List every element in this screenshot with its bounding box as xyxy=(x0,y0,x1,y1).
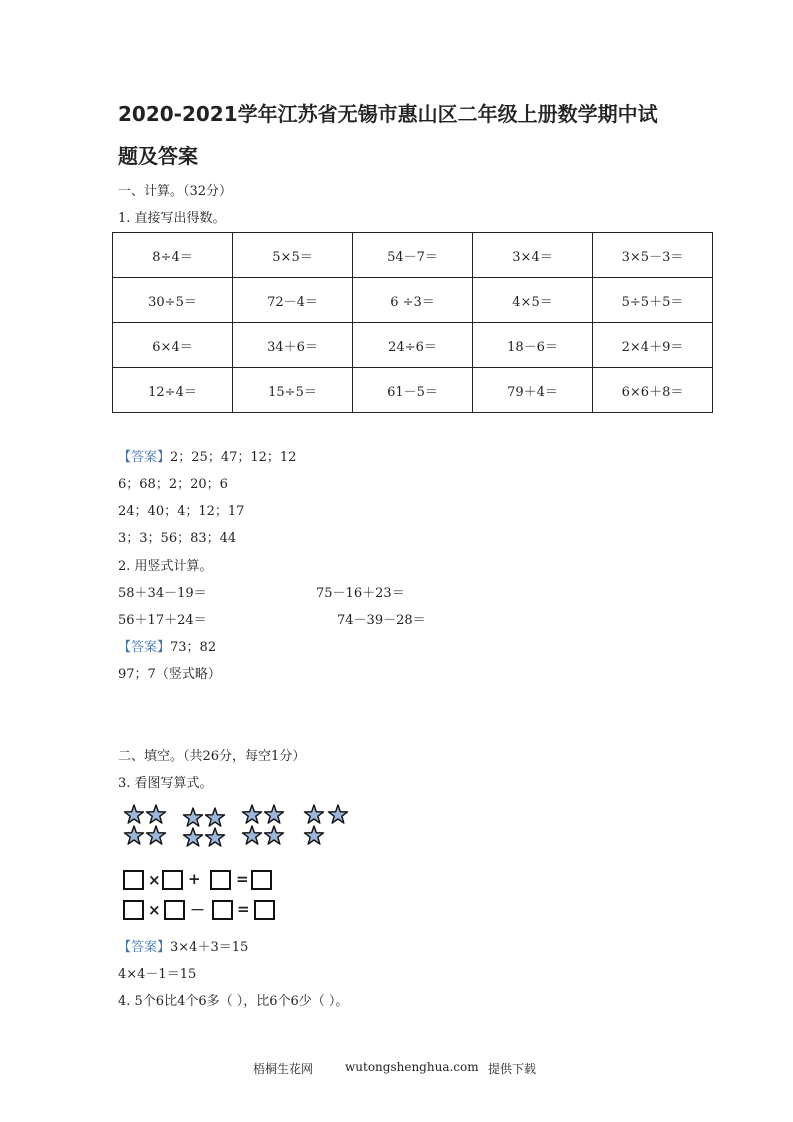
question-2: 2. 用竖式计算。 xyxy=(118,559,213,574)
q2-expression-4: 74－39－28＝ xyxy=(337,613,426,628)
calculation-table xyxy=(112,232,713,413)
answer-2-line2: 97；7（竖式略） xyxy=(118,667,221,682)
table-cell: 61－5＝ xyxy=(353,368,473,413)
operator-plus: + xyxy=(188,870,201,888)
footer-download-note: 提供下载 xyxy=(488,1062,537,1076)
star-group-2 xyxy=(183,808,224,846)
q2-expression-2: 75－16＋23＝ xyxy=(316,586,405,601)
section-heading-calc: 一、计算。（32分） xyxy=(118,184,233,199)
section-heading-fill: 二、填空。（共26分，每空1分） xyxy=(118,749,306,764)
star-icon xyxy=(242,826,261,844)
answer-box[interactable] xyxy=(162,870,183,890)
operator-minus: － xyxy=(190,901,206,919)
table-cell: 4×5＝ xyxy=(473,278,593,323)
star-icon xyxy=(205,828,224,846)
stars-figure xyxy=(118,800,358,852)
table-cell: 5÷5＋5＝ xyxy=(593,278,713,323)
table-cell: 3×5－3＝ xyxy=(593,233,713,278)
table-row xyxy=(113,278,713,323)
answer-box[interactable] xyxy=(123,870,144,890)
answer-1-line3: 24；40；4；12；17 xyxy=(118,504,245,519)
table-cell: 12÷4＝ xyxy=(113,368,233,413)
star-icon xyxy=(304,826,323,844)
table-cell: 34＋6＝ xyxy=(233,323,353,368)
answer-3-line1: 【答案】3×4＋3＝15 xyxy=(118,940,249,955)
star-icon xyxy=(264,826,283,844)
table-cell: 54－7＝ xyxy=(353,233,473,278)
answer-box[interactable] xyxy=(123,900,144,920)
table-cell: 8÷4＝ xyxy=(113,233,233,278)
answer-tag: 【答案】 xyxy=(118,450,171,465)
star-group-1 xyxy=(124,805,165,844)
table-cell: 15÷5＝ xyxy=(233,368,353,413)
star-icon xyxy=(146,805,165,823)
table-cell: 2×4＋9＝ xyxy=(593,323,713,368)
table-row xyxy=(113,368,713,413)
star-icon xyxy=(146,826,165,844)
table-cell: 6 ÷3＝ xyxy=(353,278,473,323)
table-cell: 5×5＝ xyxy=(233,233,353,278)
answer-box[interactable] xyxy=(164,900,185,920)
page-title-line1: 2020-2021学年江苏省无锡市惠山区二年级上册数学期中试 xyxy=(118,102,658,126)
answer-2-line1: 【答案】73；82 xyxy=(118,640,217,655)
answer-1-line4: 3；3；56；83；44 xyxy=(118,531,237,546)
operator-equals: = xyxy=(237,900,250,918)
answer-3-line2: 4×4－1＝15 xyxy=(118,967,197,982)
table-cell: 79＋4＝ xyxy=(473,368,593,413)
q2-expression-1: 58＋34－19＝ xyxy=(118,586,207,601)
operator-equals: = xyxy=(236,870,249,888)
star-icon xyxy=(183,828,202,846)
answer-1-line1: 【答案】2；25；47；12；12 xyxy=(118,450,297,465)
operator-times: × xyxy=(148,901,161,919)
table-cell: 30÷5＝ xyxy=(113,278,233,323)
star-icon xyxy=(205,808,224,826)
question-1: 1. 直接写出得数。 xyxy=(118,211,226,226)
star-icon xyxy=(328,805,347,823)
table-row xyxy=(113,233,713,278)
table-cell: 6×4＝ xyxy=(113,323,233,368)
answer-tag: 【答案】 xyxy=(118,640,171,655)
page-title-line2: 题及答案 xyxy=(118,144,198,168)
footer-site-name: 梧桐生花网 xyxy=(253,1062,314,1076)
answer-box[interactable] xyxy=(251,870,272,890)
answer-box[interactable] xyxy=(254,900,275,920)
star-group-4 xyxy=(304,805,347,844)
answer-1-line2: 6；68；2；20；6 xyxy=(118,477,228,492)
table-row xyxy=(113,323,713,368)
table-cell: 6×6＋8＝ xyxy=(593,368,713,413)
table-cell: 18－6＝ xyxy=(473,323,593,368)
star-icon xyxy=(242,805,261,823)
question-4: 4. 5个6比4个6多（ ），比6个6少（ ）。 xyxy=(118,994,349,1009)
table-cell: 3×4＝ xyxy=(473,233,593,278)
operator-times: × xyxy=(148,871,161,889)
star-icon xyxy=(183,808,202,826)
star-icon xyxy=(304,805,323,823)
answer-tag: 【答案】 xyxy=(118,940,171,955)
answer-box[interactable] xyxy=(212,900,233,920)
star-group-3 xyxy=(242,805,283,844)
star-icon xyxy=(124,826,143,844)
table-cell: 24÷6＝ xyxy=(353,323,473,368)
q2-expression-3: 56＋17＋24＝ xyxy=(118,613,207,628)
footer-site-url[interactable]: wutongshenghua.com xyxy=(345,1060,479,1074)
answer-box[interactable] xyxy=(210,870,231,890)
star-icon xyxy=(124,805,143,823)
question-3: 3. 看图写算式。 xyxy=(118,776,213,791)
star-icon xyxy=(264,805,283,823)
table-cell: 72－4＝ xyxy=(233,278,353,323)
